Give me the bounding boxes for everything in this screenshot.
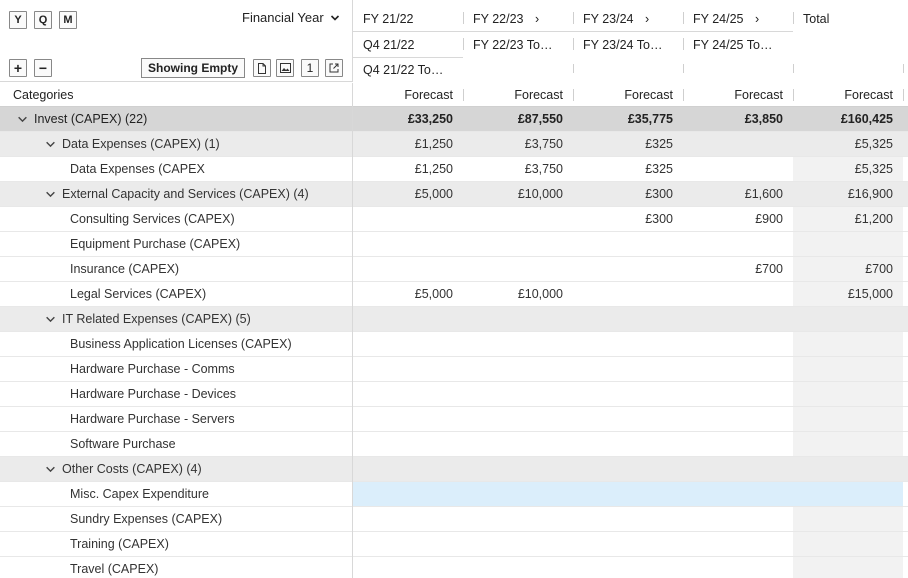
month-view-button[interactable]: M [59,11,77,29]
table-row[interactable] [0,207,908,232]
forecast-header: Forecast [734,88,783,102]
forecast-header: Forecast [844,88,893,102]
forecast-cell[interactable] [463,532,563,557]
row-label-text: Training (CAPEX) [70,537,169,551]
forecast-cell[interactable] [353,482,453,507]
row-label-text: IT Related Expenses (CAPEX) (5) [62,312,251,326]
forecast-cell[interactable] [683,407,783,432]
row-label[interactable] [17,107,147,132]
chevron-down-icon[interactable] [45,314,56,325]
column-header-row [0,83,908,107]
row-label-text: Hardware Purchase - Comms [70,362,235,376]
image-icon[interactable] [276,59,294,77]
forecast-cell[interactable] [573,332,673,357]
forecast-cell[interactable] [683,432,783,457]
row-label[interactable] [45,457,202,482]
forecast-cell[interactable]: £900 [755,212,783,226]
row-label[interactable] [45,182,309,207]
forecast-cell[interactable] [573,457,673,482]
forecast-header: Forecast [514,88,563,102]
total-cell: £15,000 [847,287,893,301]
year-header-fy2324[interactable]: FY 23/24 › [583,12,650,26]
chevron-down-icon [330,13,340,23]
forecast-cell[interactable] [353,307,453,332]
chevron-right-icon: › [645,12,650,26]
row-label-text: Hardware Purchase - Devices [70,387,237,401]
forecast-cell[interactable]: £33,250 [407,112,453,126]
table-row[interactable] [0,382,908,407]
chevron-down-icon[interactable] [45,139,56,150]
row-label [70,332,292,357]
forecast-header: Forecast [404,88,453,102]
forecast-cell[interactable] [463,232,563,257]
table-row[interactable] [0,532,908,557]
group-row[interactable] [0,307,908,332]
total-cell: £160,425 [840,112,893,126]
total-cell [793,457,893,482]
forecast-cell[interactable] [463,432,563,457]
total-header: Total [803,12,830,26]
year-total-header-fy2425[interactable]: FY 24/25 To… [693,38,773,52]
forecast-cell[interactable] [463,507,563,532]
year-view-button[interactable]: Y [9,11,27,29]
forecast-cell[interactable]: £325 [645,137,673,151]
forecast-cell[interactable] [353,207,453,232]
forecast-cell[interactable] [353,257,453,282]
forecast-cell[interactable] [353,557,453,578]
forecast-cell[interactable]: £1,250 [414,162,453,176]
total-cell: £5,325 [854,162,893,176]
forecast-cell[interactable] [573,507,673,532]
forecast-cell[interactable] [683,307,783,332]
chevron-down-icon[interactable] [45,464,56,475]
forecast-cell[interactable] [573,232,673,257]
row-label-text: Insurance (CAPEX) [70,262,180,276]
showing-empty-toggle[interactable]: Showing Empty [141,58,245,78]
forecast-cell[interactable] [353,407,453,432]
year-total-header-fy2324[interactable]: FY 23/24 To… [583,38,663,52]
total-cell [793,507,893,532]
table-row[interactable] [0,407,908,432]
financial-year-select[interactable] [242,10,340,25]
total-cell [793,232,893,257]
total-cell [793,357,893,382]
year-header-fy2122[interactable]: FY 21/22 [363,12,414,26]
row-label-text: Hardware Purchase - Servers [70,412,235,426]
table-row[interactable] [0,482,908,507]
year-total-header-fy2223[interactable]: FY 22/23 To… [473,38,553,52]
expand-all-button[interactable]: + [9,59,27,77]
forecast-cell[interactable]: £35,775 [627,112,673,126]
total-cell: £700 [865,262,893,276]
forecast-cell[interactable]: £300 [645,187,673,201]
row-label-text: Misc. Capex Expenditure [70,487,209,501]
row-label-text: Data Expenses (CAPEX [70,162,205,176]
forecast-cell[interactable]: £10,000 [517,287,563,301]
table-row[interactable] [0,432,908,457]
group-row[interactable] [0,132,908,157]
row-label [70,557,158,578]
forecast-cell[interactable] [683,332,783,357]
total-cell [793,557,893,578]
forecast-header: Forecast [624,88,673,102]
row-label[interactable] [45,307,251,332]
chevron-right-icon: › [535,12,540,26]
forecast-cell[interactable] [573,282,673,307]
forecast-cell[interactable]: £3,850 [744,112,783,126]
forecast-cell[interactable]: £87,550 [517,112,563,126]
forecast-cell[interactable] [683,382,783,407]
forecast-cell[interactable] [573,532,673,557]
quarter-view-button[interactable]: Q [34,11,52,29]
table-row[interactable] [0,157,908,182]
forecast-cell[interactable] [683,357,783,382]
forecast-cell[interactable] [573,257,673,282]
forecast-cell[interactable] [683,232,783,257]
forecast-cell[interactable]: £5,000 [414,187,453,201]
row-label[interactable] [45,132,220,157]
forecast-cell[interactable] [353,332,453,357]
year-header-fy2425[interactable]: FY 24/25 › [693,12,760,26]
row-label-text: Equipment Purchase (CAPEX) [70,237,241,251]
forecast-cell[interactable]: £3,750 [524,162,563,176]
row-label [70,382,236,407]
row-label-text: External Capacity and Services (CAPEX) (4) [62,187,309,201]
row-label-text: Consulting Services (CAPEX) [70,212,235,226]
row-label-text: Software Purchase [70,437,176,451]
total-cell [793,332,893,357]
forecast-cell[interactable] [683,557,783,578]
forecast-cell[interactable] [353,507,453,532]
popout-icon[interactable] [325,59,343,77]
forecast-cell[interactable] [463,332,563,357]
row-label-text: Travel (CAPEX) [70,562,159,576]
forecast-cell[interactable] [353,357,453,382]
forecast-cell[interactable]: £1,250 [414,137,453,151]
forecast-cell[interactable] [353,532,453,557]
table-row[interactable] [0,332,908,357]
forecast-cell[interactable] [683,157,783,182]
quarter-total-header-q42122[interactable]: Q4 21/22 To… [363,63,444,77]
row-label-text: Data Expenses (CAPEX) (1) [62,137,220,151]
table-row[interactable] [0,507,908,532]
row-label-text: Invest (CAPEX) (22) [34,112,148,126]
forecast-cell[interactable] [683,482,783,507]
chevron-down-icon[interactable] [17,114,28,125]
grid-toolbar [0,0,353,82]
forecast-cell[interactable] [573,307,673,332]
table-row[interactable] [0,257,908,282]
forecast-cell[interactable] [353,382,453,407]
row-label-text: Sundry Expenses (CAPEX) [70,512,223,526]
forecast-cell[interactable] [683,507,783,532]
forecast-cell[interactable] [573,482,673,507]
row-label [70,207,235,232]
row-label [70,232,240,257]
forecast-cell[interactable] [573,357,673,382]
forecast-cell[interactable] [353,432,453,457]
forecast-cell[interactable] [683,532,783,557]
total-cell [793,307,893,332]
group-row[interactable] [0,182,908,207]
forecast-cell[interactable] [353,232,453,257]
forecast-cell[interactable] [463,382,563,407]
total-cell [793,532,893,557]
forecast-cell[interactable] [463,407,563,432]
year-header-fy2223[interactable]: FY 22/23 › [473,12,540,26]
total-cell: £5,325 [854,137,893,151]
forecast-cell[interactable] [683,132,783,157]
quarter-header-q42122[interactable]: Q4 21/22 [363,38,415,52]
row-label [70,357,235,382]
categories-header[interactable]: Categories [13,88,74,102]
collapse-all-button[interactable]: − [34,59,52,77]
forecast-cell[interactable] [573,382,673,407]
forecast-cell[interactable]: £10,000 [517,187,563,201]
row-label-text: Legal Services (CAPEX) [70,287,207,301]
row-label [70,532,169,557]
group-row[interactable] [0,107,908,132]
row-label [70,157,205,182]
total-cell: £1,200 [854,212,893,226]
forecast-cell[interactable] [573,407,673,432]
forecast-cell[interactable] [353,457,453,482]
row-label [70,482,209,507]
table-row[interactable] [0,557,908,578]
total-cell [793,482,893,507]
total-cell [793,432,893,457]
row-label [70,432,176,457]
chevron-right-icon: › [755,12,760,26]
table-row[interactable] [0,282,908,307]
forecast-cell[interactable] [683,457,783,482]
forecast-cell[interactable] [463,457,563,482]
total-cell [793,407,893,432]
forecast-cell[interactable] [683,282,783,307]
row-label [70,407,235,432]
row-label [70,507,222,532]
forecast-cell[interactable]: £1,600 [744,187,783,201]
forecast-cell[interactable]: £3,750 [524,137,563,151]
document-icon[interactable] [253,59,271,77]
page-number-button[interactable]: 1 [301,59,319,77]
forecast-cell[interactable]: £700 [755,262,783,276]
forecast-cell[interactable] [463,257,563,282]
table-row[interactable] [0,357,908,382]
forecast-cell[interactable] [463,307,563,332]
forecast-cell[interactable] [463,482,563,507]
forecast-cell[interactable] [573,557,673,578]
forecast-cell[interactable] [463,557,563,578]
forecast-cell[interactable] [463,357,563,382]
forecast-cell[interactable]: £5,000 [414,287,453,301]
financial-year-label: Financial Year [242,10,324,25]
row-label [70,257,179,282]
forecast-cell[interactable]: £300 [645,212,673,226]
row-label-text: Business Application Licenses (CAPEX) [70,337,292,351]
total-cell [793,382,893,407]
row-label [70,282,206,307]
table-row[interactable] [0,232,908,257]
chevron-down-icon[interactable] [45,189,56,200]
forecast-cell[interactable] [463,207,563,232]
row-label-text: Other Costs (CAPEX) (4) [62,462,202,476]
total-cell: £16,900 [847,187,893,201]
forecast-cell[interactable]: £325 [645,162,673,176]
forecast-cell[interactable] [573,432,673,457]
group-row[interactable] [0,457,908,482]
